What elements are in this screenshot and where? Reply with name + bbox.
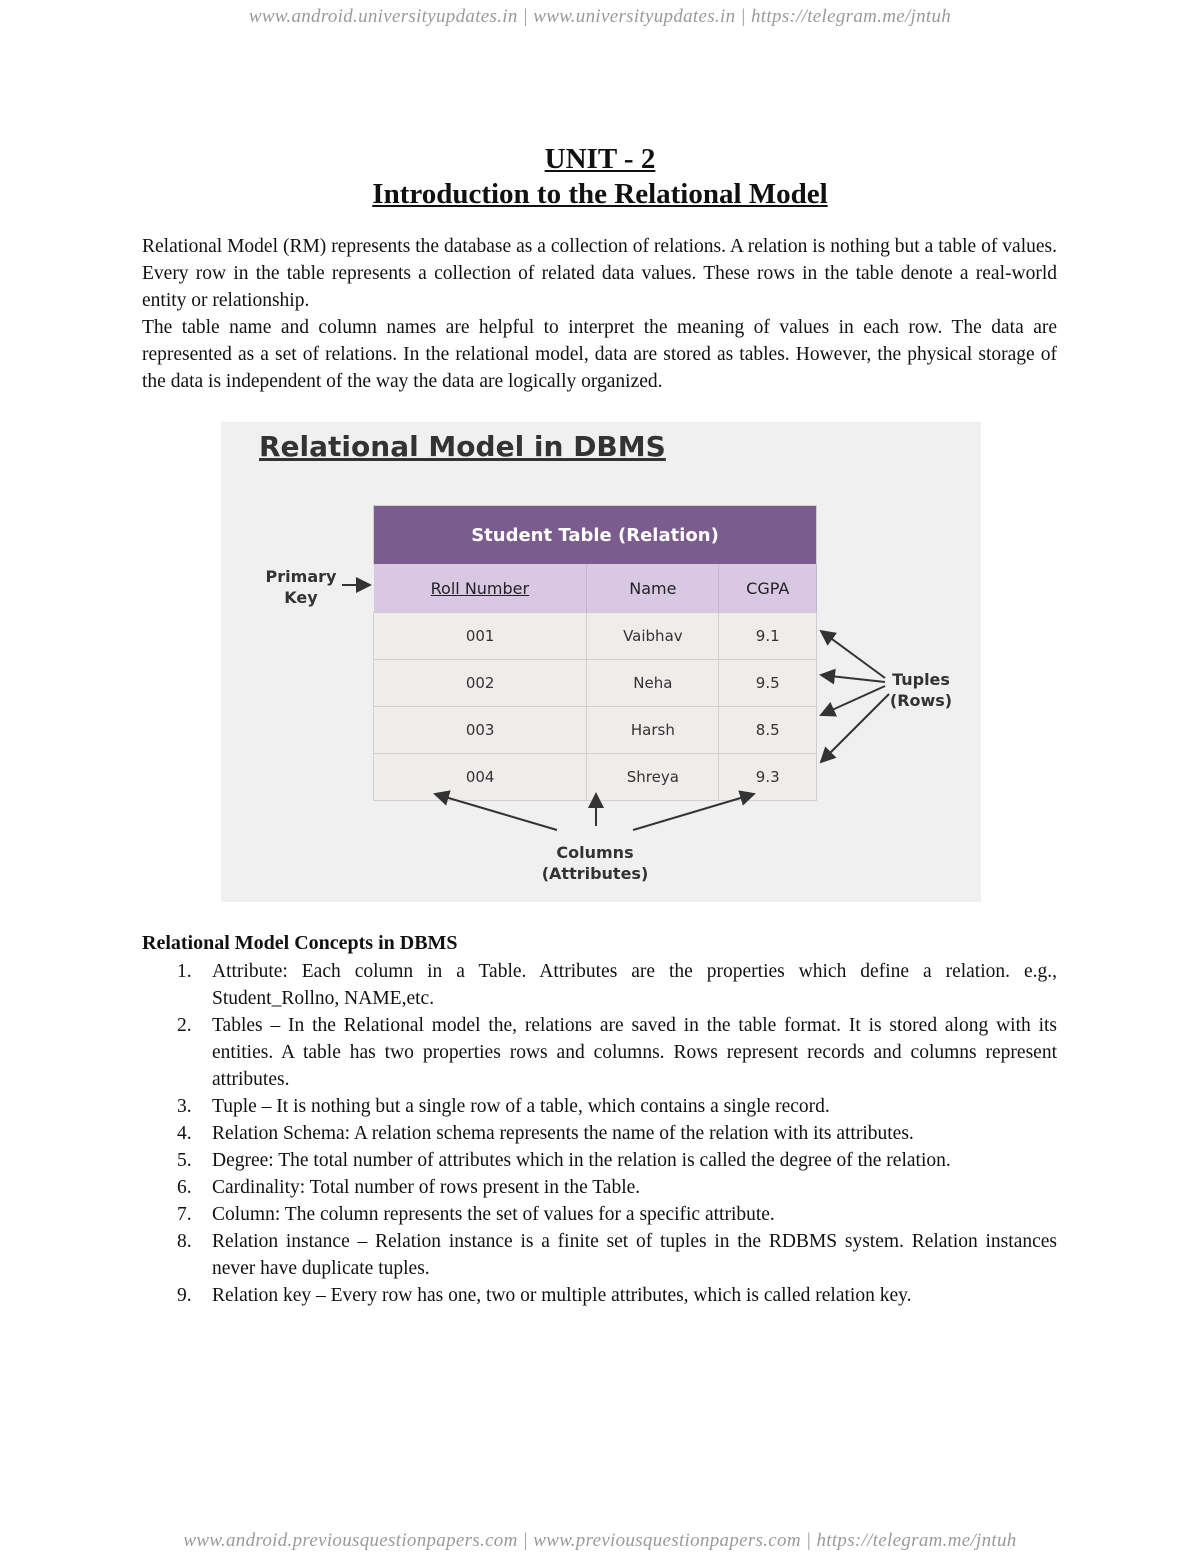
list-text: Cardinality: Total number of rows present in the Table.	[212, 1177, 641, 1198]
concepts-heading: Relational Model Concepts in DBMS	[142, 932, 458, 954]
list-item	[142, 958, 1057, 1012]
list-text: Relation Schema: A relation schema represents the name of the relation with its attributes.	[212, 1123, 914, 1144]
column-header-roll-number: Roll Number	[374, 565, 587, 613]
list-item	[142, 1282, 1057, 1309]
intro-paragraph-1: Relational Model (RM) represents the database as a collection of relations. A relation is nothing but a table of values. Every row in the table represents a collection of related data values. These rows in the table denote a real-world entity or relationship.	[142, 236, 1057, 311]
list-text: Relation instance – Relation instance is a finite set of tuples in the RDBMS system. Relation instances never have duplicate tuples.	[212, 1231, 1057, 1279]
table-cell: Neha	[587, 660, 719, 707]
list-number: 3.	[177, 1096, 192, 1117]
list-item	[142, 1228, 1057, 1282]
column-arrow	[435, 794, 557, 830]
list-number: 6.	[177, 1177, 192, 1198]
list-number: 5.	[177, 1150, 192, 1171]
table-cell: Vaibhav	[587, 613, 719, 660]
list-number: 1.	[177, 961, 192, 982]
column-arrow	[633, 794, 754, 830]
list-text: Relation key – Every row has one, two or multiple attributes, which is called relation key.	[212, 1285, 912, 1306]
tuple-arrow	[821, 631, 885, 678]
relational-model-figure	[221, 422, 981, 902]
list-item	[142, 1147, 1057, 1174]
table-cell: 003	[374, 707, 587, 754]
list-text: Degree: The total number of attributes which in the relation is called the degree of the relation.	[212, 1150, 951, 1171]
list-text: Attribute: Each column in a Table. Attributes are the properties which define a relation. e.g., Student_Rollno, NAME,etc.	[212, 961, 1057, 1009]
table-cell: 004	[374, 754, 587, 801]
table-cell: Harsh	[587, 707, 719, 754]
tuples-label-line-1: Tuples	[892, 670, 950, 689]
column-header-name: Name	[587, 565, 719, 613]
concepts-list	[142, 958, 1057, 1309]
tuple-arrow	[821, 694, 889, 762]
figure-title: Relational Model in DBMS	[259, 430, 666, 463]
table-caption: Student Table (Relation)	[374, 506, 817, 565]
list-item	[142, 1012, 1057, 1093]
list-text: Tuple – It is nothing but a single row of a table, which contains a single record.	[212, 1096, 830, 1117]
page-footer-links: www.android.previousquestionpapers.com | www.previousquestionpapers.com | https://telegram.me/jntuh	[183, 1530, 1017, 1551]
list-number: 4.	[177, 1123, 192, 1144]
table-cell: 9.5	[719, 660, 817, 707]
list-text: Tables – In the Relational model the, relations are saved in the table format. It is stored along with its entities. A table has two properties rows and columns. Rows represent records and columns represent attributes.	[212, 1015, 1057, 1090]
table-cell: 002	[374, 660, 587, 707]
unit-heading: UNIT - 2	[544, 143, 656, 175]
list-text: Column: The column represents the set of values for a specific attribute.	[212, 1204, 775, 1225]
list-number: 7.	[177, 1204, 192, 1225]
table-cell: 9.3	[719, 754, 817, 801]
table-cell: Shreya	[587, 754, 719, 801]
columns-label-line-2: (Attributes)	[541, 864, 649, 883]
list-item	[142, 1174, 1057, 1201]
list-item	[142, 1120, 1057, 1147]
table-cell: 9.1	[719, 613, 817, 660]
intro-paragraph-2: The table name and column names are helpful to interpret the meaning of values in each row. The data are represented as a set of relations. In the relational model, data are stored as tables. However, the physical storage of the data is independent of the way the data are logically organized.	[142, 317, 1057, 392]
columns-label-line-1: Columns	[556, 843, 634, 862]
tuples-label-line-2: (Rows)	[889, 691, 953, 710]
page-header-links: www.android.universityupdates.in | www.universityupdates.in | https://telegram.me/jntuh	[248, 6, 952, 27]
list-item	[142, 1201, 1057, 1228]
figure-arrows	[221, 422, 981, 902]
list-number: 9.	[177, 1285, 192, 1306]
table-cell: 001	[374, 613, 587, 660]
primary-key-label-line-1: Primary	[265, 567, 337, 586]
page-title: Introduction to the Relational Model	[372, 178, 828, 210]
table-cell: 8.5	[719, 707, 817, 754]
list-number: 2.	[177, 1015, 192, 1036]
list-number: 8.	[177, 1231, 192, 1252]
primary-key-label-line-2: Key	[284, 588, 318, 607]
tuple-arrow	[821, 675, 885, 682]
list-item	[142, 1093, 1057, 1120]
column-header-cgpa: CGPA	[719, 565, 817, 613]
tuple-arrow	[821, 686, 885, 715]
